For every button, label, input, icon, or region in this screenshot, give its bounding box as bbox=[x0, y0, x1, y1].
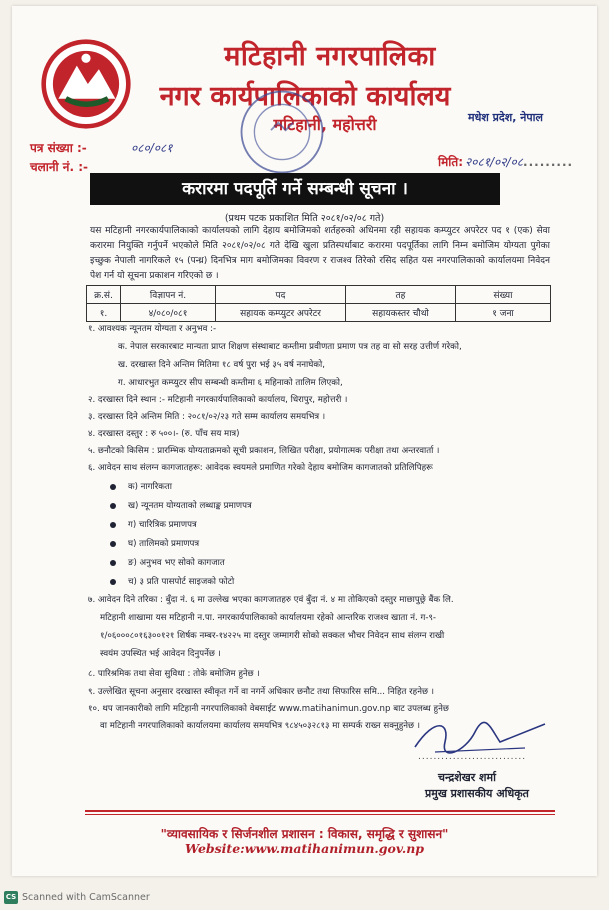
col-ad-number: विज्ञापन नं. bbox=[121, 286, 216, 304]
doc-list-item: घ) तालिमको प्रमाणपत्र bbox=[110, 537, 199, 549]
item-4-fee: ४. दरखास्त दस्तुर : रु ५००।- (रु. पाँच सय मात्र) bbox=[88, 429, 240, 439]
item-3-deadline: ३. दरखास्त दिने अन्तिम मिति : २०८१/०२/२३ गते सम्म कार्यालय समयभित्र । bbox=[88, 412, 326, 422]
item-6-documents: ६. आवेदन साथ संलग्न कागजातहरू: आवेदक स्वयमले प्रमाणित गरेको देहाय बमोजिम कागजातको प्रतिलिपिहरू bbox=[88, 463, 433, 473]
municipality-name: मटिहानी नगरपालिका bbox=[224, 41, 436, 72]
doc-list-item: च) ३ प्रति पासपोर्ट साइजको फोटो bbox=[110, 575, 234, 587]
nepal-emblem-logo bbox=[40, 38, 132, 130]
bullet-icon bbox=[110, 541, 116, 547]
doc-list-item: ग) चारित्रिक प्रमाणपत्र bbox=[110, 518, 197, 530]
dispatch-number-label: चलानी नं. :- bbox=[30, 160, 88, 174]
bullet-icon bbox=[110, 484, 116, 490]
table-header-row bbox=[87, 286, 551, 304]
office-name: नगर कार्यपालिकाको कार्यालय bbox=[159, 81, 451, 112]
bullet-icon bbox=[110, 503, 116, 509]
bullet-icon bbox=[110, 579, 116, 585]
bullet-icon bbox=[110, 522, 116, 528]
cell-post: सहायक कम्प्युटर अपरेटर bbox=[216, 304, 346, 322]
notice-heading: करारमा पदपूर्ति गर्ने सम्बन्धी सूचना । bbox=[90, 173, 500, 205]
date-row: मिति: २०८१/०२/०८......... bbox=[438, 155, 574, 169]
scanner-watermark: Scanned with CamScanner bbox=[22, 892, 150, 903]
item-10-line1: १०. थप जानकारीको लागि मटिहानी नगरपालिकाको वेबसाईट www.matihanimun.gov.np बाट उपलब्ध हुनेछ bbox=[88, 704, 449, 714]
cell-level: सहायकस्तर चौथो bbox=[346, 304, 456, 322]
item-7-line4: स्वयंम उपस्थित भई आवेदन दिनुपर्नेछ । bbox=[100, 649, 221, 659]
footer-divider bbox=[85, 810, 555, 812]
camscanner-logo-icon: CS bbox=[4, 891, 18, 904]
item-2-place: २. दरखास्त दिने स्थान :- मटिहानी नगरकार्यपालिकाको कार्यालय, धिरापुर, महोत्तरी । bbox=[88, 395, 348, 405]
first-published-note: (प्रथम पटक प्रकाशित मिति २०८१/०२/०८ गते) bbox=[224, 213, 385, 224]
item-7-line3: १/०६०००८०१६३००१२१ शिर्षक नम्बर-१४२२५ मा दस्तुर जम्मागरी सोको सक्कल भौचर निवेदन साथ संलग्न राखी bbox=[100, 631, 445, 641]
item-1c: ग. आधारभुत कम्प्युटर सीप सम्बन्धी कम्तीमा ६ महिनाको तालिम लिएको, bbox=[118, 378, 343, 388]
footer-slogan: "व्यावसायिक र सिर्जनशील प्रशासन : विकास, समृद्धि र सुशासन" bbox=[160, 827, 449, 841]
item-1b: ख. दरखास्त दिने अन्तिम मितिमा १८ वर्ष पुरा भई ३५ वर्ष ननाघेको, bbox=[118, 360, 325, 370]
bullet-icon bbox=[110, 560, 116, 566]
cell-ad-number: ४/०८०/०८१ bbox=[121, 304, 216, 322]
letter-number-label: पत्र संख्या :- bbox=[30, 141, 87, 155]
col-level: तह bbox=[346, 286, 456, 304]
table-row bbox=[87, 304, 551, 322]
vacancy-table bbox=[86, 285, 551, 322]
col-post: पद bbox=[216, 286, 346, 304]
office-location: मटिहानी, महोत्तरी bbox=[273, 115, 377, 134]
item-5-selection: ५. छनौटको किसिम : प्रारम्भिक योग्यताक्रमको सूची प्रकाशन, लिखित परीक्षा, प्रयोगात्मक परीक्षा तथा अन्तरवार्ता । bbox=[88, 446, 440, 456]
item-10-line2: वा मटिहानी नगरपालिकाको कार्यालयमा कार्यालय समयभित्र ९८४५०३२८१३ मा सम्पर्क राख्न सक्नुहुनेछ । bbox=[100, 721, 421, 731]
cell-count: १ जना bbox=[456, 304, 551, 322]
footer-divider-thin bbox=[85, 814, 555, 815]
date-label: मिति: bbox=[438, 155, 464, 169]
letter-number-value: ०८०/०८१ bbox=[130, 141, 173, 155]
signer-name: चन्द्रशेखर शर्मा bbox=[438, 771, 496, 784]
office-seal-stamp bbox=[236, 86, 328, 178]
doc-list-item: क) नागरिकता bbox=[110, 480, 172, 492]
doc-list-item: ङ) अनुभव भए सोको कागजात bbox=[110, 556, 225, 568]
signature-line: ............................ bbox=[418, 752, 527, 762]
province-label: मधेश प्रदेश, नेपाल bbox=[468, 111, 543, 124]
col-count: संख्या bbox=[456, 286, 551, 304]
footer-website: Website:www.matihanimun.gov.np bbox=[184, 841, 425, 856]
item-7-line1: ७. आवेदन दिने तरिका : बुँदा नं. ६ मा उल्लेख भएका कागजातहरु एवं बुँदा नं. ४ मा तोकिएको दस्तुर माछापुछ्रे बैंक लि. bbox=[88, 595, 454, 605]
signer-title: प्रमुख प्रशासकीय अधिकृत bbox=[425, 787, 529, 800]
date-value: २०८१/०२/०८ bbox=[465, 155, 524, 169]
doc-list-item: ख) न्यूनतम योग्यताको लब्धाङ्क प्रमाणपत्र bbox=[110, 499, 252, 511]
item-9-rights: ९. उल्लेखित सूचना अनुसार दरखास्त स्वीकृत गर्ने वा नगर्ने अधिकार छनौट तथा सिफारिस समि... निहित रहनेछ । bbox=[88, 687, 435, 697]
item-1a: क. नेपाल सरकारबाट मान्यता प्राप्त शिक्षण संस्थाबाट कम्तीमा प्रवीणता प्रमाण पत्र तह वा सो सरह उत्तीर्ण गरेको, bbox=[118, 342, 462, 352]
item-7-line2: मटिहानी शाखामा यस मटिहानी न.पा. नगरकार्यपालिकाको कार्यालयमा रहेको आन्तरिक राजश्व खाता नं. ग-९- bbox=[100, 613, 437, 623]
cell-serial: १. bbox=[87, 304, 121, 322]
letter-number-row bbox=[30, 139, 172, 156]
item-8-remuneration: ८. पारिश्रमिक तथा सेवा सुविधा : तोके बमोजिम हुनेछ । bbox=[88, 669, 260, 679]
intro-paragraph: यस मटिहानी नगरकार्यपालिकाको कार्यालयको लागि देहाय बमोजिमको शर्तहरुको अधिनमा रही सहायक कम्प्युटर अपरेटर पद १ (एक) सेवा करारमा नियुक्ति गर्नुपर्ने भएकोले मिति २०८१/०२/०८ गते देखि खुला प्रतिस्पर्धाबाट करारमा पदपूर्तिका लागि निम्न बमोजिम योग्यता पुगेका इच्छुक नेपाली नागरिकले १५ (पन्ध्र) दिनभित्र माग बमोजिमका विवरण र राजश्व तिरेको रसिद सहित यस नगरपालिकाको कार्यालयमा निवेदन पेश गर्न यो सूचना प्रकाशन गरिएको छ । bbox=[90, 226, 550, 281]
item-1-qualification: १. आवश्यक न्यूनतम योग्यता र अनुभव :- bbox=[88, 324, 217, 334]
col-serial: क्र.सं. bbox=[87, 286, 121, 304]
